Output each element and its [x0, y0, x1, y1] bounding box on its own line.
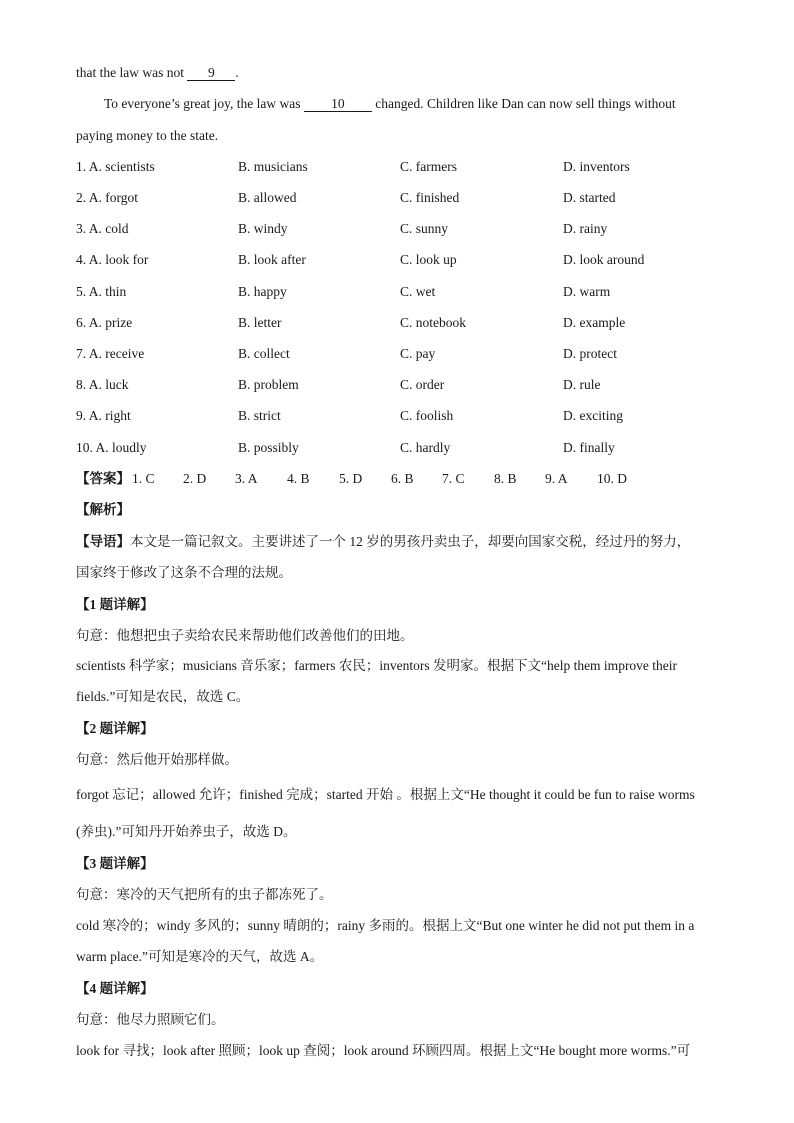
detail-label: 【4 题详解】 — [76, 981, 154, 996]
detail-label: 【2 题详解】 — [76, 721, 154, 736]
option-a: 10. A. loudly — [76, 440, 147, 455]
detail-text: look for 寻找；look after 照顾；look up 查阅；look around 环顾四周。根据上文“He bought more worms.”可 — [76, 1043, 691, 1058]
answer-item: 10. D — [597, 471, 627, 486]
answer-item: 2. D — [183, 471, 207, 486]
answer-item: 5. D — [339, 471, 363, 486]
option-d: D. look around — [563, 252, 645, 267]
option-b: B. allowed — [238, 190, 297, 205]
passage-text: To everyone’s great joy, the law was — [104, 96, 304, 111]
option-d: D. exciting — [563, 408, 623, 423]
option-d: D. rule — [563, 377, 601, 392]
detail-text: scientists 科学家；musicians 音乐家；farmers 农民；inventors 发明家。根据下文“help them improve their — [76, 658, 678, 673]
option-a: 5. A. thin — [76, 284, 127, 299]
answer-item: 7. C — [442, 471, 465, 486]
passage-line-1 — [76, 64, 239, 82]
option-c: C. foolish — [400, 408, 454, 423]
option-a: 1. A. scientists — [76, 159, 155, 174]
answer-item: 8. B — [494, 471, 517, 486]
passage-text: changed. Children like Dan can now sell things without — [371, 96, 676, 111]
option-a: 9. A. right — [76, 408, 131, 423]
option-c: C. order — [400, 377, 445, 392]
passage-line-2 — [104, 95, 676, 113]
option-d: D. rainy — [563, 221, 608, 236]
intro-line-1 — [76, 533, 690, 551]
detail-text: cold 寒冷的；windy 多风的；sunny 晴朗的；rainy 多雨的。根据上文“But one winter he did not put them in a — [76, 918, 695, 933]
detail-meaning: 句意：他尽力照顾它们。 — [76, 1012, 225, 1027]
detail-text: fields.”可知是农民，故选 C。 — [76, 689, 250, 704]
option-d: D. warm — [563, 284, 611, 299]
blank-9: 9 — [187, 65, 235, 81]
option-b: B. letter — [238, 315, 282, 330]
intro-line-2: 国家终于修改了这条不合理的法规。 — [76, 565, 292, 580]
answer-item: 9. A — [545, 471, 568, 486]
detail-meaning: 句意：寒冷的天气把所有的虫子都冻死了。 — [76, 887, 333, 902]
option-c: C. notebook — [400, 315, 466, 330]
answer-item: 3. A — [235, 471, 258, 486]
answer-item: 6. B — [391, 471, 414, 486]
blank-10: 10 — [304, 96, 372, 112]
detail-meaning: 句意：他想把虫子卖给农民来帮助他们改善他们的田地。 — [76, 628, 414, 643]
option-c: C. pay — [400, 346, 436, 361]
detail-label: 【3 题详解】 — [76, 856, 154, 871]
answer-item: 1. C — [132, 471, 155, 486]
option-b: B. happy — [238, 284, 287, 299]
detail-text: (养虫).”可知丹开始养虫子，故选 D。 — [76, 824, 297, 839]
answer-label: 【答案】 — [76, 471, 130, 486]
option-b: B. windy — [238, 221, 288, 236]
option-d: D. inventors — [563, 159, 630, 174]
option-d: D. example — [563, 315, 626, 330]
option-c: C. farmers — [400, 159, 457, 174]
option-d: D. protect — [563, 346, 617, 361]
passage-line-3: paying money to the state. — [76, 128, 219, 143]
option-a: 8. A. luck — [76, 377, 129, 392]
option-d: D. started — [563, 190, 616, 205]
option-d: D. finally — [563, 440, 615, 455]
option-b: B. collect — [238, 346, 290, 361]
option-b: B. musicians — [238, 159, 308, 174]
detail-meaning: 句意：然后他开始那样做。 — [76, 752, 238, 767]
option-c: C. finished — [400, 190, 460, 205]
option-b: B. look after — [238, 252, 306, 267]
option-b: B. possibly — [238, 440, 299, 455]
detail-text: forgot 忘记；allowed 允许；finished 完成；started 开始 。根据上文“He thought it could be fun to raise worms — [76, 787, 695, 802]
detail-label: 【1 题详解】 — [76, 597, 154, 612]
option-b: B. problem — [238, 377, 299, 392]
option-a: 7. A. receive — [76, 346, 145, 361]
detail-text: warm place.”可知是寒冷的天气，故选 A。 — [76, 949, 324, 964]
option-c: C. wet — [400, 284, 436, 299]
intro-text: 本文是一篇记叙文。主要讲述了一个 12 岁的男孩丹卖虫子，却要向国家交税，经过丹的努力， — [130, 534, 691, 549]
option-a: 2. A. forgot — [76, 190, 139, 205]
option-c: C. sunny — [400, 221, 449, 236]
option-c: C. hardly — [400, 440, 451, 455]
intro-label: 【导语】 — [76, 534, 130, 549]
passage-text: . — [235, 65, 239, 80]
option-b: B. strict — [238, 408, 281, 423]
option-a: 4. A. look for — [76, 252, 149, 267]
option-c: C. look up — [400, 252, 457, 267]
passage-text: that the law was not — [76, 65, 188, 80]
answer-item: 4. B — [287, 471, 310, 486]
analysis-label: 【解析】 — [76, 502, 130, 517]
option-a: 3. A. cold — [76, 221, 129, 236]
option-a: 6. A. prize — [76, 315, 133, 330]
